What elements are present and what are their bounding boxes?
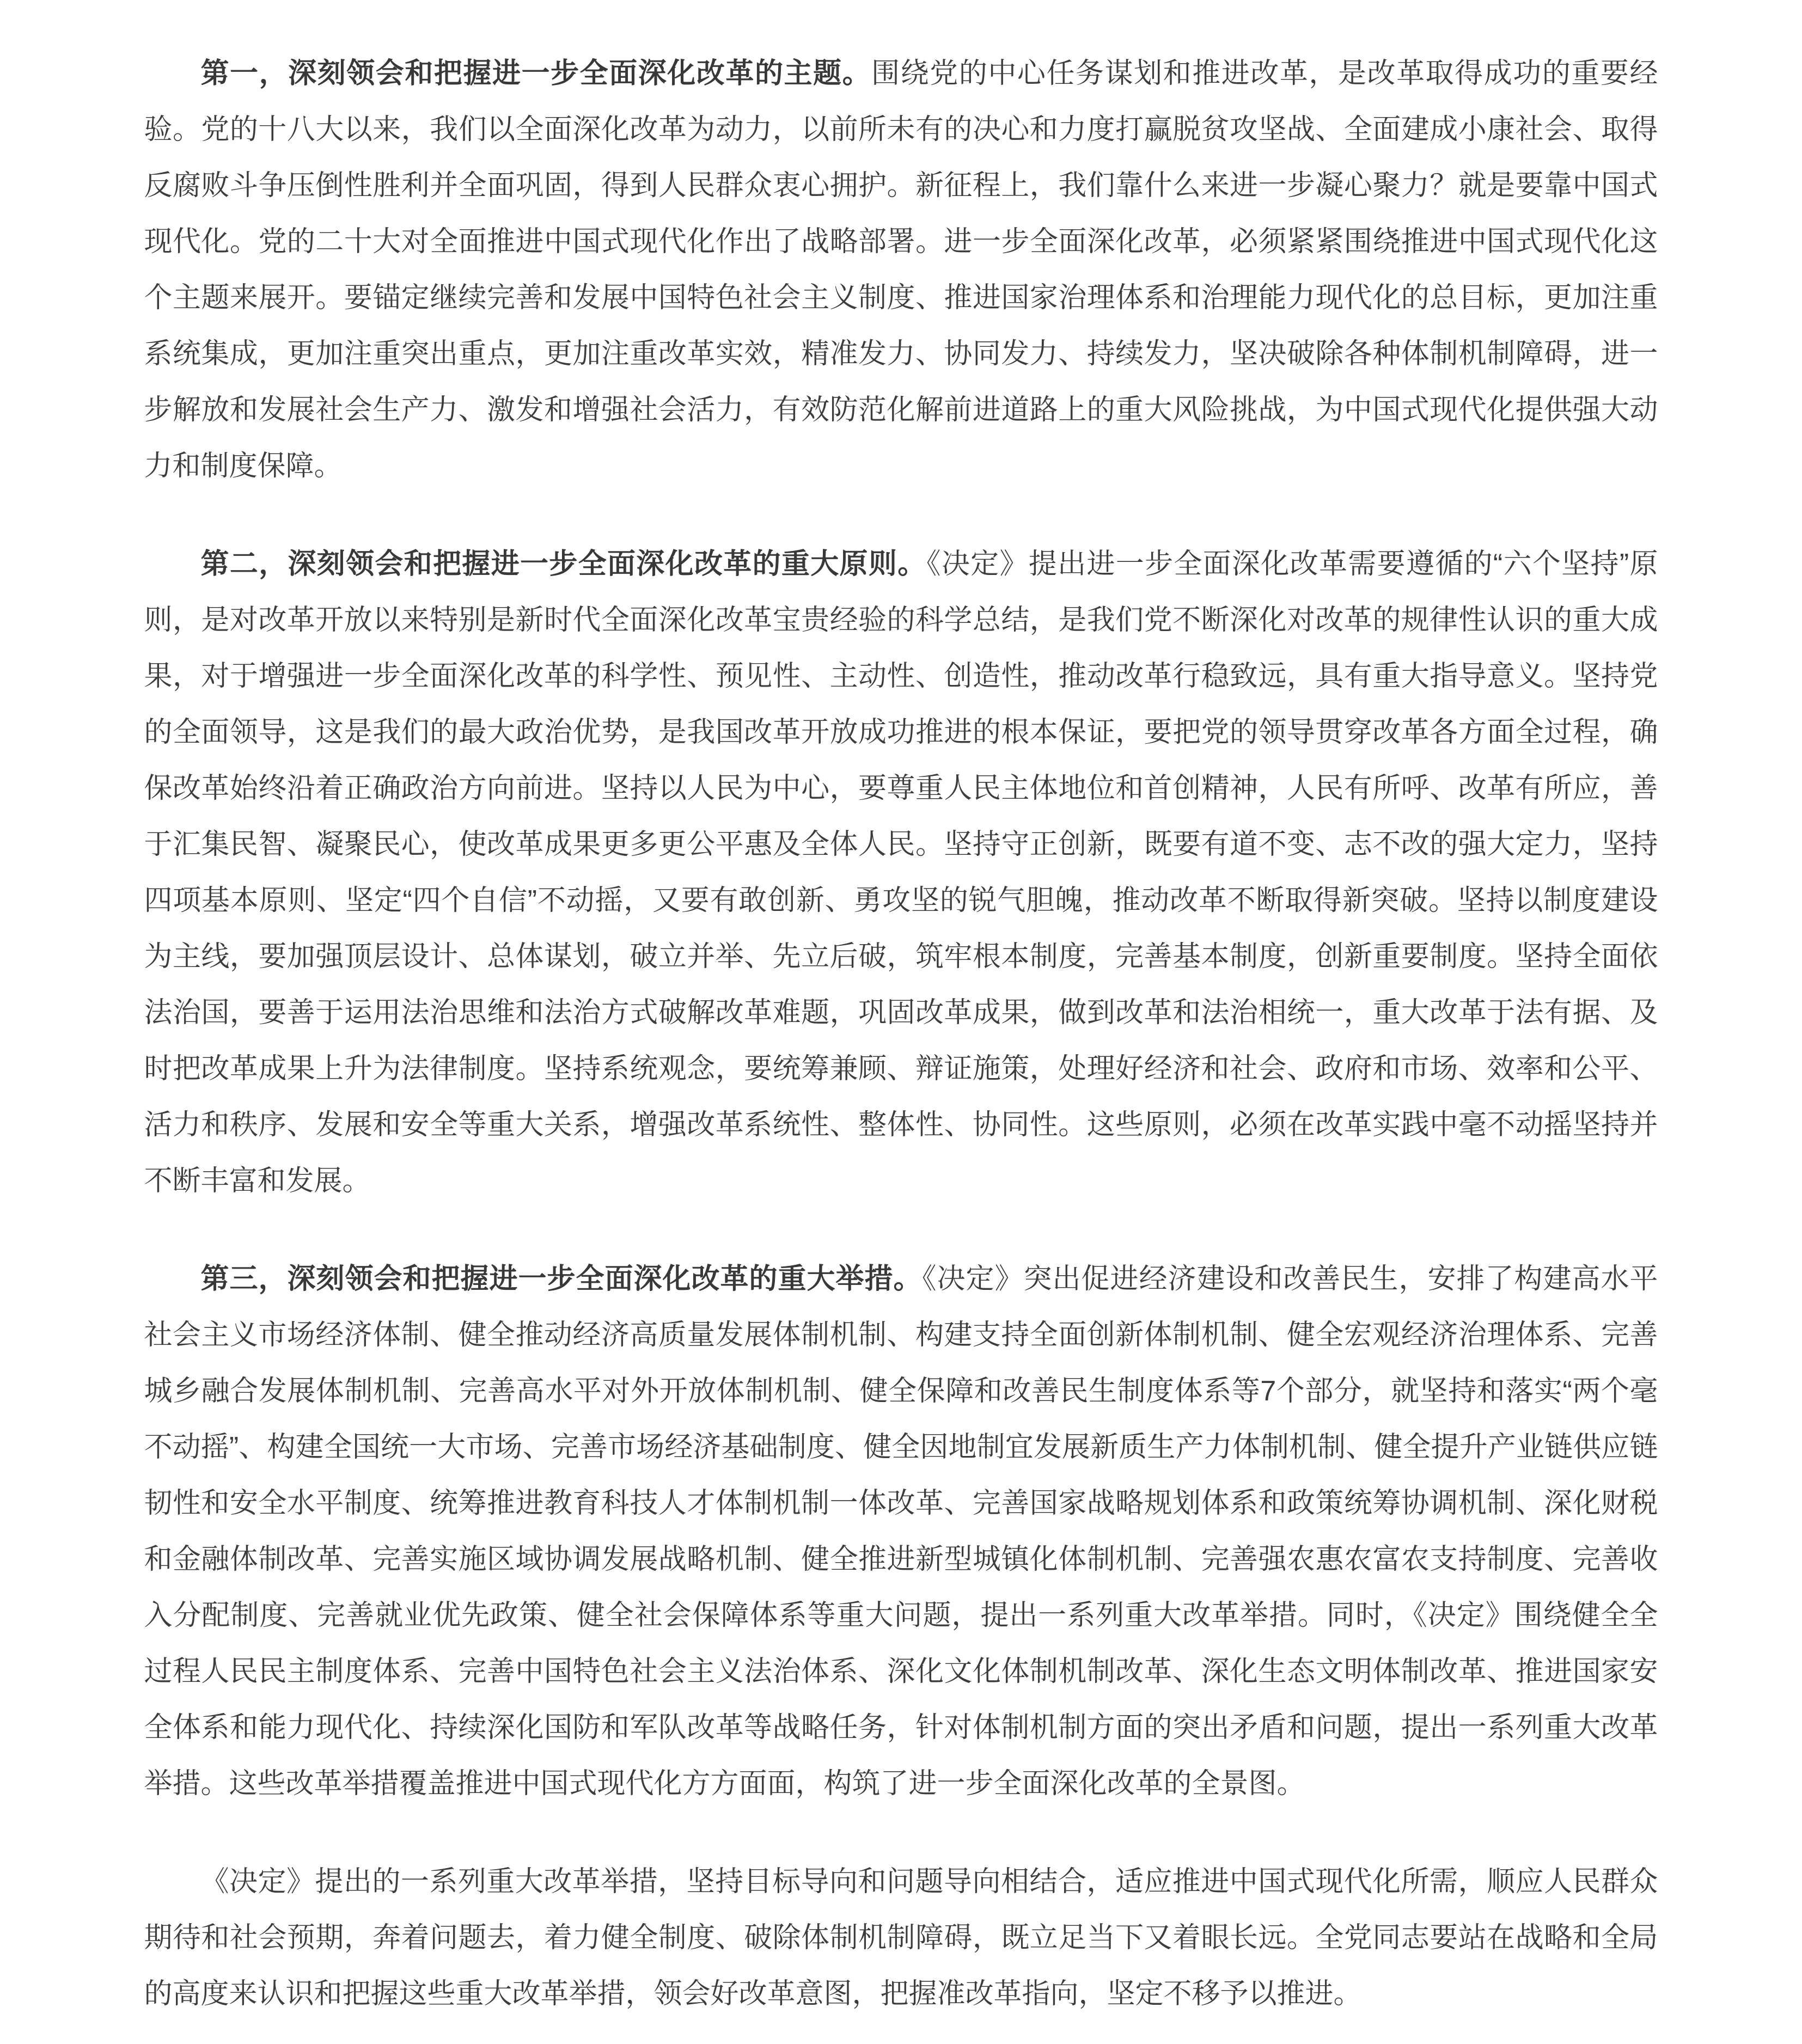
paragraph-3-lead: 第三，深刻领会和把握进一步全面深化改革的重大举措。 [200, 1263, 923, 1295]
paragraph-1-lead: 第一，深刻领会和把握进一步全面深化改革的主题。 [200, 58, 872, 89]
paragraph-2 [144, 536, 1658, 1209]
paragraph-3 [144, 1251, 1658, 1812]
paragraph-3-body: 《决定》突出促进经济建设和改善民生，安排了构建高水平社会主义市场经济体制、健全推动经济高质量发展体制机制、构建支持全面创新体制机制、健全宏观经济治理体系、完善城乡融合发展体制机制、完善高水平对外开放体制机制、健全保障和改善民生制度体系等7个部分，就坚持和落实“两个毫不动摇”、构建全国统一大市场、完善市场经济基础制度、健全因地制宜发展新质生产力体制机制、健全提升产业链供应链韧性和安全水平制度、统筹推进教育科技人才体制机制一体改革、完善国家战略规划体系和政策统筹协调机制、深化财税和金融体制改革、完善实施区域协调发展战略机制、健全推进新型城镇化体制机制、完善强农惠农富农支持制度、完善收入分配制度、完善就业优先政策、健全社会保障体系等重大问题，提出一系列重大改革举措。同时，《决定》围绕健全全过程人民民主制度体系、完善中国特色社会主义法治体系、深化文化体制机制改革、深化生态文明体制改革、推进国家安全体系和能力现代化、持续深化国防和军队改革等战略任务，针对体制机制方面的突出矛盾和问题，提出一系列重大改革举措。这些改革举措覆盖推进中国式现代化方方面面，构筑了进一步全面深化改革的全景图。 [144, 1263, 1658, 1800]
paragraph-2-body: 《决定》提出进一步全面深化改革需要遵循的“六个坚持”原则，是对改革开放以来特别是新时代全面深化改革宝贵经验的科学总结，是我们党不断深化对改革的规律性认识的重大成果，对于增强进一步全面深化改革的科学性、预见性、主动性、创造性，推动改革行稳致远，具有重大指导意义。坚持党的全面领导，这是我们的最大政治优势，是我国改革开放成功推进的根本保证，要把党的领导贯穿改革各方面全过程，确保改革始终沿着正确政治方向前进。坚持以人民为中心，要尊重人民主体地位和首创精神，人民有所呼、改革有所应，善于汇集民智、凝聚民心，使改革成果更多更公平惠及全体人民。坚持守正创新，既要有道不变、志不改的强大定力，坚持四项基本原则、坚定“四个自信”不动摇，又要有敢创新、勇攻坚的锐气胆魄，推动改革不断取得新突破。坚持以制度建设为主线，要加强顶层设计、总体谋划，破立并举、先立后破，筑牢根本制度，完善基本制度，创新重要制度。坚持全面依法治国，要善于运用法治思维和法治方式破解改革难题，巩固改革成果，做到改革和法治相统一，重大改革于法有据、及时把改革成果上升为法律制度。坚持系统观念，要统筹兼顾、辩证施策，处理好经济和社会、政府和市场、效率和公平、活力和秩序、发展和安全等重大关系，增强改革系统性、整体性、协同性。这些原则，必须在改革实践中毫不动摇坚持并不断丰富和发展。 [144, 548, 1658, 1197]
paragraph-1-body: 围绕党的中心任务谋划和推进改革，是改革取得成功的重要经验。党的十八大以来，我们以全面深化改革为动力，以前所未有的决心和力度打赢脱贫攻坚战、全面建成小康社会、取得反腐败斗争压倒性胜利并全面巩固，得到人民群众衷心拥护。新征程上，我们靠什么来进一步凝心聚力？就是要靠中国式现代化。党的二十大对全面推进中国式现代化作出了战略部署。进一步全面深化改革，必须紧紧围绕推进中国式现代化这个主题来展开。要锚定继续完善和发展中国特色社会主义制度、推进国家治理体系和治理能力现代化的总目标，更加注重系统集成，更加注重突出重点，更加注重改革实效，精准发力、协同发力、持续发力，坚决破除各种体制机制障碍，进一步解放和发展社会生产力、激发和增强社会活力，有效防范化解前进道路上的重大风险挑战，为中国式现代化提供强大动力和制度保障。 [144, 58, 1658, 482]
paragraph-4-body: 《决定》提出的一系列重大改革举措，坚持目标导向和问题导向相结合，适应推进中国式现代化所需，顺应人民群众期待和社会预期，奔着问题去，着力健全制度、破除体制机制障碍，既立足当下又着眼长远。全党同志要站在战略和全局的高度来认识和把握这些重大改革举措，领会好改革意图，把握准改革指向，坚定不移予以推进。 [144, 1866, 1658, 2010]
paragraph-4 [144, 1854, 1658, 2022]
paragraph-2-lead: 第二，深刻领会和把握进一步全面深化改革的重大原则。 [200, 548, 927, 580]
document-text-column [144, 46, 1658, 2022]
paragraph-1 [144, 46, 1658, 494]
